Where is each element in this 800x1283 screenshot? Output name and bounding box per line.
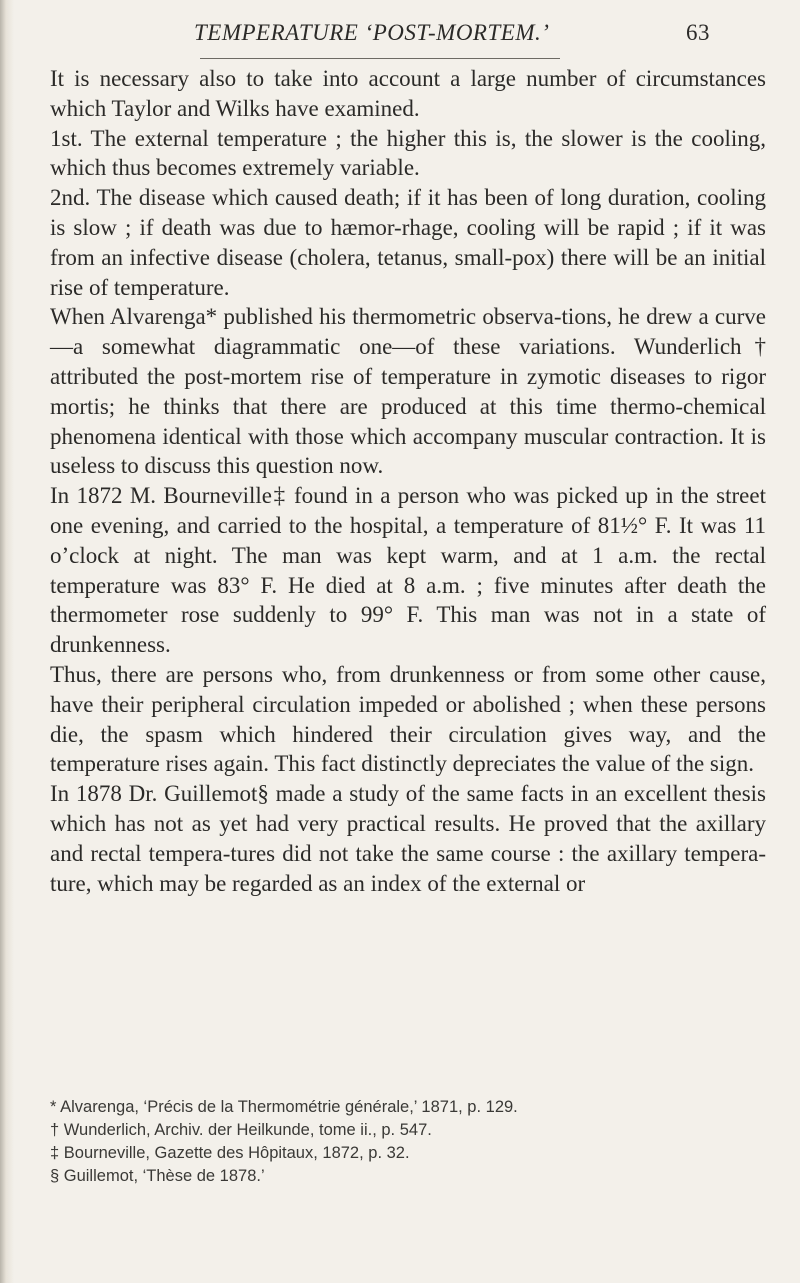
paragraph: In 1872 M. Bourneville‡ found in a person who was picked up in the street one evening, and carried to the hospital, a temperature of 81½° F. It was 11 o’clock at night. The man was kept warm, and at 1 a.m. the rectal temperature was 83° F. He died at 8 a.m. ; five minutes after death the thermometer rose suddenly to 99° F. This man was not in a state of drunkenness.	[50, 483, 766, 658]
page-number: 63	[686, 20, 710, 45]
footnote: † Wunderlich, Archiv. der Heilkunde, tome ii., p. 547.	[50, 1121, 432, 1139]
book-spine-shadow	[0, 0, 14, 1283]
running-title: TEMPERATURE ‘POST-MORTEM.’	[194, 20, 550, 45]
main-text	[50, 64, 766, 898]
paragraph: 1st. The external temperature ; the higher this is, the slower is the cooling, which thus becomes extremely variable.	[50, 125, 766, 181]
footnote: ‡ Bourneville, Gazette des Hôpitaux, 1872, p. 32.	[50, 1144, 410, 1162]
footnote: § Guillemot, ‘Thèse de 1878.’	[50, 1167, 265, 1185]
header-rule	[200, 58, 560, 59]
paragraph: Thus, there are persons who, from drunkenness or from some other cause, have their peripheral circulation impeded or abolished ; when these persons die, the spasm which hindered their circulation gives way, and the temperature rises again. This fact distinctly depreciates the value of the sign.	[50, 661, 766, 777]
footnotes	[50, 1096, 766, 1188]
paragraph: 2nd. The disease which caused death; if it has been of long duration, cooling is slow ; if death was due to hæmor-rhage, cooling will be rapid ; if it was from an infective disease (cholera, tetanus, small-pox) there will be an initial rise of temperature.	[50, 185, 766, 300]
paragraph: It is necessary also to take into account a large number of circumstances which Taylor and Wilks have examined.	[50, 66, 766, 121]
paragraph: When Alvarenga* published his thermometric observa-tions, he drew a curve—a somewhat diagrammatic one—of these variations. Wunderlich† attributed the post-mortem rise of temperature in zymotic diseases to rigor mortis; he thinks that there are produced at this time thermo-chemical phenomena identical with those which accompany muscular contraction. It is useless to discuss this question now.	[50, 304, 766, 479]
footnote: * Alvarenga, ‘Précis de la Thermométrie générale,’ 1871, p. 129.	[50, 1098, 518, 1116]
paragraph: In 1878 Dr. Guillemot§ made a study of the same facts in an excellent thesis which has not as yet had very practical results. He proved that the axillary and rectal tempera-tures did not take the same course : the axillary tempera-ture, which may be regarded as an index of the external or	[50, 781, 766, 896]
